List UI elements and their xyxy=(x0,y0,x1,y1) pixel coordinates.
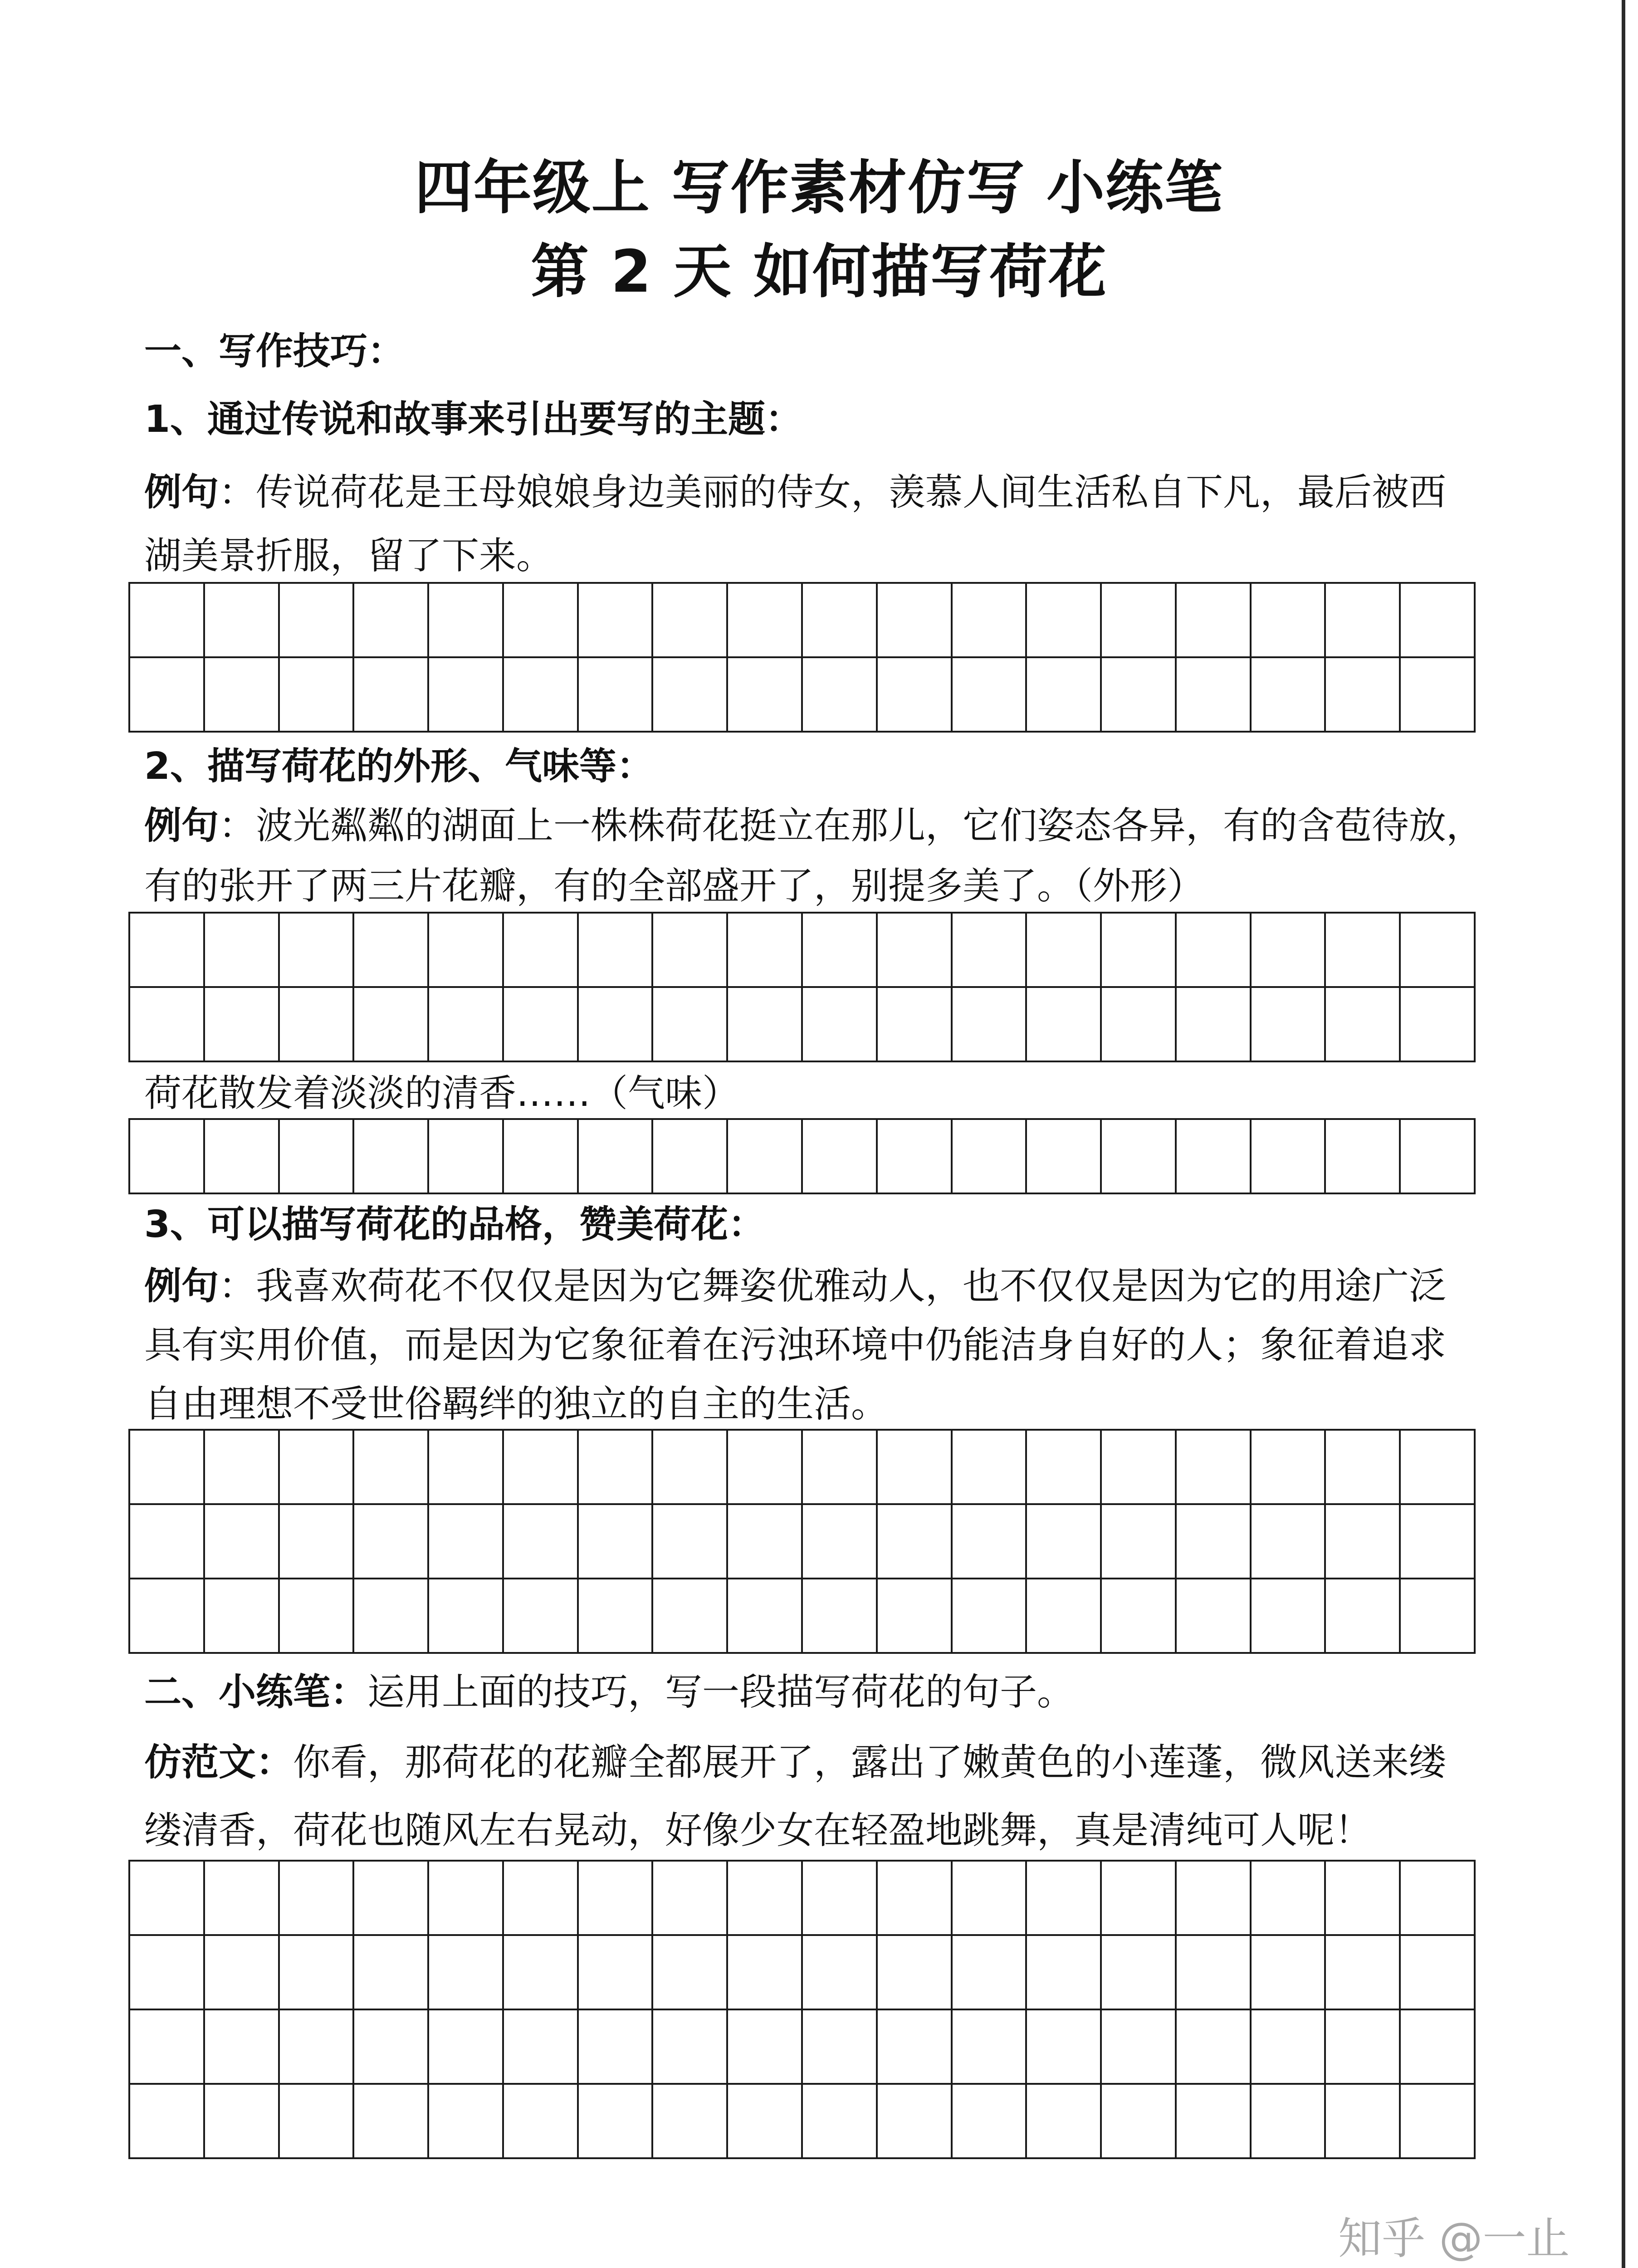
grid-cell[interactable] xyxy=(1102,1579,1177,1654)
grid-cell[interactable] xyxy=(653,1120,728,1194)
grid-cell[interactable] xyxy=(504,1505,579,1579)
grid-cell[interactable] xyxy=(579,2085,654,2159)
grid-cell[interactable] xyxy=(728,1431,803,1505)
grid-cell[interactable] xyxy=(429,2010,504,2085)
grid-cell[interactable] xyxy=(1401,1505,1476,1579)
grid-cell[interactable] xyxy=(1326,1120,1401,1194)
grid-cell[interactable] xyxy=(429,658,504,733)
grid-cell[interactable] xyxy=(878,1431,953,1505)
section-heading-techniques: 一、写作技巧： xyxy=(144,330,405,373)
grid-cell[interactable] xyxy=(130,1431,205,1505)
grid-cell[interactable] xyxy=(1102,914,1177,988)
grid-cell[interactable] xyxy=(1252,1505,1326,1579)
grid-cell[interactable] xyxy=(1177,914,1252,988)
grid-cell[interactable] xyxy=(354,584,429,658)
grid-cell[interactable] xyxy=(953,914,1027,988)
grid-cell[interactable] xyxy=(130,1505,205,1579)
example-3-line-1 xyxy=(144,1256,1446,1316)
grid-cell[interactable] xyxy=(953,2085,1027,2159)
grid-cell[interactable] xyxy=(205,1579,280,1654)
grid-cell[interactable] xyxy=(803,658,878,733)
grid-cell[interactable] xyxy=(803,584,878,658)
grid-cell[interactable] xyxy=(1177,584,1252,658)
example-2-line-1 xyxy=(144,796,1483,856)
grid-cell[interactable] xyxy=(504,1120,579,1194)
grid-cell[interactable] xyxy=(953,2010,1027,2085)
grid-cell[interactable] xyxy=(1326,1936,1401,2010)
grid-cell[interactable] xyxy=(1252,1862,1326,1936)
grid-cell[interactable] xyxy=(504,584,579,658)
grid-cell[interactable] xyxy=(354,1505,429,1579)
grid-cell[interactable] xyxy=(1252,1936,1326,2010)
grid-cell[interactable] xyxy=(1102,1862,1177,1936)
grid-cell[interactable] xyxy=(1102,2085,1177,2159)
grid-cell[interactable] xyxy=(1252,584,1326,658)
grid-cell[interactable] xyxy=(1252,1431,1326,1505)
grid-cell[interactable] xyxy=(1102,584,1177,658)
grid-cell[interactable] xyxy=(504,1936,579,2010)
grid-cell[interactable] xyxy=(1326,2010,1401,2085)
grid-cell[interactable] xyxy=(1027,2085,1102,2159)
grid-cell[interactable] xyxy=(653,2085,728,2159)
grid-cell[interactable] xyxy=(1326,1431,1401,1505)
watermark: 知乎 @一止 xyxy=(1338,2213,1570,2264)
grid-cell[interactable] xyxy=(579,1431,654,1505)
grid-cell[interactable] xyxy=(579,988,654,1062)
grid-cell[interactable] xyxy=(728,2010,803,2085)
grid-cell[interactable] xyxy=(1401,988,1476,1062)
grid-cell[interactable] xyxy=(280,1120,355,1194)
grid-cell[interactable] xyxy=(653,1431,728,1505)
grid-cell[interactable] xyxy=(579,1936,654,2010)
grid-cell[interactable] xyxy=(803,2085,878,2159)
grid-cell[interactable] xyxy=(130,1936,205,2010)
grid-cell[interactable] xyxy=(205,1431,280,1505)
model-label: 仿范文： xyxy=(144,1741,293,1784)
grid-cell[interactable] xyxy=(579,658,654,733)
grid-cell[interactable] xyxy=(205,1120,280,1194)
grid-cell[interactable] xyxy=(205,2085,280,2159)
grid-cell[interactable] xyxy=(1252,2085,1326,2159)
grid-cell[interactable] xyxy=(1177,1431,1252,1505)
grid-cell[interactable] xyxy=(280,1936,355,2010)
grid-cell[interactable] xyxy=(1401,1862,1476,1936)
writing-grid-5[interactable] xyxy=(128,1860,1476,2159)
tip-heading-1: 1、通过传说和故事来引出要写的主题： xyxy=(144,398,803,441)
grid-cell[interactable] xyxy=(953,1120,1027,1194)
grid-cell[interactable] xyxy=(1401,1579,1476,1654)
grid-cell[interactable] xyxy=(1326,584,1401,658)
grid-cell[interactable] xyxy=(504,658,579,733)
grid-cell[interactable] xyxy=(1102,2010,1177,2085)
grid-cell[interactable] xyxy=(354,2085,429,2159)
grid-cell[interactable] xyxy=(1177,1579,1252,1654)
grid-cell[interactable] xyxy=(504,2085,579,2159)
grid-cell[interactable] xyxy=(429,1579,504,1654)
writing-grid-2[interactable] xyxy=(128,912,1476,1062)
grid-cell[interactable] xyxy=(653,1505,728,1579)
example-label: 例句 xyxy=(144,471,219,514)
grid-cell[interactable] xyxy=(354,1862,429,1936)
grid-cell[interactable] xyxy=(1252,2010,1326,2085)
grid-cell[interactable] xyxy=(728,1505,803,1579)
example-3-line-2: 具有实用价值，而是因为它象征着在污浊环境中仍能洁身自好的人；象征着追求 xyxy=(144,1324,1447,1367)
grid-cell[interactable] xyxy=(728,988,803,1062)
grid-cell[interactable] xyxy=(280,988,355,1062)
grid-cell[interactable] xyxy=(130,1862,205,1936)
grid-cell[interactable] xyxy=(579,1120,654,1194)
grid-cell[interactable] xyxy=(953,1862,1027,1936)
example-1-line-1 xyxy=(144,463,1446,523)
grid-cell[interactable] xyxy=(728,914,803,988)
grid-cell[interactable] xyxy=(653,988,728,1062)
grid-cell[interactable] xyxy=(280,658,355,733)
grid-cell[interactable] xyxy=(280,1862,355,1936)
grid-cell[interactable] xyxy=(579,1505,654,1579)
grid-cell[interactable] xyxy=(205,1505,280,1579)
grid-cell[interactable] xyxy=(1401,1431,1476,1505)
section-heading-practice xyxy=(144,1662,1074,1722)
grid-cell[interactable] xyxy=(579,1579,654,1654)
grid-cell[interactable] xyxy=(130,2085,205,2159)
grid-cell[interactable] xyxy=(1177,1120,1252,1194)
grid-cell[interactable] xyxy=(728,658,803,733)
grid-cell[interactable] xyxy=(205,2010,280,2085)
grid-cell[interactable] xyxy=(579,914,654,988)
grid-cell[interactable] xyxy=(1252,988,1326,1062)
grid-cell[interactable] xyxy=(205,914,280,988)
model-text: 你看，那荷花的花瓣全都展开了，露出了嫩黄色的小莲蓬，微风送来缕 xyxy=(293,1741,1447,1784)
grid-cell[interactable] xyxy=(1102,1120,1177,1194)
practice-instruction: 运用上面的技巧，写一段描写荷花的句子。 xyxy=(367,1671,1075,1714)
grid-cell[interactable] xyxy=(354,2010,429,2085)
grid-cell[interactable] xyxy=(1401,2010,1476,2085)
grid-cell[interactable] xyxy=(953,584,1027,658)
grid-cell[interactable] xyxy=(429,1120,504,1194)
grid-cell[interactable] xyxy=(653,584,728,658)
page-edge xyxy=(1622,0,1625,2268)
grid-cell[interactable] xyxy=(878,1862,953,1936)
grid-cell[interactable] xyxy=(354,1431,429,1505)
grid-cell[interactable] xyxy=(1027,1120,1102,1194)
grid-cell[interactable] xyxy=(1326,2085,1401,2159)
grid-cell[interactable] xyxy=(1177,2010,1252,2085)
grid-cell[interactable] xyxy=(504,1431,579,1505)
grid-cell[interactable] xyxy=(280,1505,355,1579)
grid-cell[interactable] xyxy=(504,1862,579,1936)
grid-cell[interactable] xyxy=(504,914,579,988)
grid-cell[interactable] xyxy=(429,914,504,988)
grid-cell[interactable] xyxy=(205,1862,280,1936)
grid-cell[interactable] xyxy=(280,1579,355,1654)
example-label: 例句 xyxy=(144,1265,219,1308)
grid-cell[interactable] xyxy=(504,988,579,1062)
grid-cell[interactable] xyxy=(803,1120,878,1194)
grid-cell[interactable] xyxy=(1401,914,1476,988)
grid-cell[interactable] xyxy=(653,1862,728,1936)
grid-cell[interactable] xyxy=(579,2010,654,2085)
grid-cell[interactable] xyxy=(1326,914,1401,988)
grid-cell[interactable] xyxy=(429,1862,504,1936)
grid-cell[interactable] xyxy=(878,1579,953,1654)
grid-cell[interactable] xyxy=(1326,1505,1401,1579)
grid-cell[interactable] xyxy=(953,1505,1027,1579)
grid-cell[interactable] xyxy=(1027,1505,1102,1579)
grid-cell[interactable] xyxy=(130,584,205,658)
grid-cell[interactable] xyxy=(878,658,953,733)
grid-cell[interactable] xyxy=(205,988,280,1062)
grid-cell[interactable] xyxy=(280,2085,355,2159)
writing-grid-3[interactable] xyxy=(128,1118,1476,1194)
grid-cell[interactable] xyxy=(354,1579,429,1654)
grid-cell[interactable] xyxy=(1027,1431,1102,1505)
grid-cell[interactable] xyxy=(130,988,205,1062)
grid-cell[interactable] xyxy=(280,1431,355,1505)
grid-cell[interactable] xyxy=(1401,1936,1476,2010)
grid-cell[interactable] xyxy=(878,914,953,988)
grid-cell[interactable] xyxy=(653,1936,728,2010)
grid-cell[interactable] xyxy=(878,2085,953,2159)
grid-cell[interactable] xyxy=(1252,914,1326,988)
example-text: ：我喜欢荷花不仅仅是因为它舞姿优雅动人，也不仅仅是因为它的用途广泛 xyxy=(219,1265,1447,1308)
grid-cell[interactable] xyxy=(354,658,429,733)
grid-cell[interactable] xyxy=(130,2010,205,2085)
grid-cell[interactable] xyxy=(803,1862,878,1936)
grid-cell[interactable] xyxy=(1027,1862,1102,1936)
grid-cell[interactable] xyxy=(1326,1862,1401,1936)
grid-cell[interactable] xyxy=(429,1431,504,1505)
grid-cell[interactable] xyxy=(130,914,205,988)
grid-cell[interactable] xyxy=(1326,1579,1401,1654)
grid-cell[interactable] xyxy=(429,1936,504,2010)
grid-cell[interactable] xyxy=(953,988,1027,1062)
grid-cell[interactable] xyxy=(803,1936,878,2010)
grid-cell[interactable] xyxy=(1102,1505,1177,1579)
grid-cell[interactable] xyxy=(1177,658,1252,733)
grid-cell[interactable] xyxy=(130,658,205,733)
tip-heading-2: 2、描写荷花的外形、气味等： xyxy=(144,745,654,788)
grid-cell[interactable] xyxy=(1177,1505,1252,1579)
grid-cell[interactable] xyxy=(1401,2085,1476,2159)
grid-cell[interactable] xyxy=(504,1579,579,1654)
grid-cell[interactable] xyxy=(504,2010,579,2085)
example-2-line-2: 有的张开了两三片花瓣，有的全部盛开了，别提多美了。（外形） xyxy=(144,865,1205,908)
grid-cell[interactable] xyxy=(1252,1120,1326,1194)
grid-cell[interactable] xyxy=(1102,1431,1177,1505)
grid-cell[interactable] xyxy=(1326,658,1401,733)
grid-cell[interactable] xyxy=(1177,1862,1252,1936)
grid-cell[interactable] xyxy=(1401,658,1476,733)
grid-cell[interactable] xyxy=(354,988,429,1062)
grid-cell[interactable] xyxy=(429,584,504,658)
grid-cell[interactable] xyxy=(1027,1579,1102,1654)
grid-cell[interactable] xyxy=(130,1120,205,1194)
grid-cell[interactable] xyxy=(579,584,654,658)
grid-cell[interactable] xyxy=(1027,988,1102,1062)
grid-cell[interactable] xyxy=(205,1936,280,2010)
grid-cell[interactable] xyxy=(953,1431,1027,1505)
grid-cell[interactable] xyxy=(728,1862,803,1936)
grid-cell[interactable] xyxy=(1102,988,1177,1062)
grid-cell[interactable] xyxy=(354,1120,429,1194)
writing-grid-4[interactable] xyxy=(128,1429,1476,1654)
grid-cell[interactable] xyxy=(878,1936,953,2010)
model-line-2: 缕清香，荷花也随风左右晃动，好像少女在轻盈地跳舞，真是清纯可人呢！ xyxy=(144,1809,1372,1852)
grid-cell[interactable] xyxy=(1102,1936,1177,2010)
grid-cell[interactable] xyxy=(878,584,953,658)
grid-cell[interactable] xyxy=(1027,1936,1102,2010)
grid-cell[interactable] xyxy=(653,1579,728,1654)
example-text: ：波光粼粼的湖面上一株株荷花挺立在那儿，它们姿态各异，有的含苞待放， xyxy=(219,804,1484,847)
grid-cell[interactable] xyxy=(803,914,878,988)
grid-cell[interactable] xyxy=(130,1579,205,1654)
grid-cell[interactable] xyxy=(653,914,728,988)
grid-cell[interactable] xyxy=(1401,584,1476,658)
grid-cell[interactable] xyxy=(1252,1579,1326,1654)
grid-cell[interactable] xyxy=(1252,658,1326,733)
model-line-1 xyxy=(144,1733,1446,1793)
grid-cell[interactable] xyxy=(354,1936,429,2010)
grid-cell[interactable] xyxy=(953,658,1027,733)
grid-cell[interactable] xyxy=(653,2010,728,2085)
grid-cell[interactable] xyxy=(878,1505,953,1579)
grid-cell[interactable] xyxy=(953,1579,1027,1654)
grid-cell[interactable] xyxy=(728,2085,803,2159)
grid-cell[interactable] xyxy=(579,1862,654,1936)
worksheet-subtitle: 第 2 天 如何描写荷花 xyxy=(531,238,1107,306)
example-2-smell: 荷花散发着淡淡的清香……（气味） xyxy=(144,1072,740,1115)
grid-cell[interactable] xyxy=(1027,658,1102,733)
grid-cell[interactable] xyxy=(354,914,429,988)
grid-cell[interactable] xyxy=(1177,988,1252,1062)
grid-cell[interactable] xyxy=(803,2010,878,2085)
grid-cell[interactable] xyxy=(728,1579,803,1654)
grid-cell[interactable] xyxy=(1177,2085,1252,2159)
grid-cell[interactable] xyxy=(878,2010,953,2085)
grid-cell[interactable] xyxy=(803,1431,878,1505)
grid-cell[interactable] xyxy=(1027,914,1102,988)
grid-cell[interactable] xyxy=(653,658,728,733)
grid-cell[interactable] xyxy=(878,1120,953,1194)
grid-cell[interactable] xyxy=(728,584,803,658)
grid-cell[interactable] xyxy=(878,988,953,1062)
grid-cell[interactable] xyxy=(953,1936,1027,2010)
grid-cell[interactable] xyxy=(429,1505,504,1579)
grid-cell[interactable] xyxy=(1326,988,1401,1062)
tip-heading-3: 3、可以描写荷花的品格，赞美荷花： xyxy=(144,1203,766,1246)
grid-cell[interactable] xyxy=(205,658,280,733)
grid-cell[interactable] xyxy=(205,584,280,658)
grid-cell[interactable] xyxy=(1177,1936,1252,2010)
grid-cell[interactable] xyxy=(280,584,355,658)
worksheet-title: 四年级上 写作素材仿写 小练笔 xyxy=(414,154,1224,222)
grid-cell[interactable] xyxy=(1027,584,1102,658)
grid-cell[interactable] xyxy=(1401,1120,1476,1194)
section-label: 二、小练笔： xyxy=(144,1671,368,1714)
example-text: ：传说荷花是王母娘娘身边美丽的侍女，羡慕人间生活私自下凡，最后被西 xyxy=(219,471,1447,514)
example-label: 例句 xyxy=(144,804,219,847)
grid-cell[interactable] xyxy=(1027,2010,1102,2085)
grid-cell[interactable] xyxy=(429,2085,504,2159)
grid-cell[interactable] xyxy=(1102,658,1177,733)
grid-cell[interactable] xyxy=(429,988,504,1062)
grid-cell[interactable] xyxy=(803,1505,878,1579)
grid-cell[interactable] xyxy=(728,1120,803,1194)
grid-cell[interactable] xyxy=(280,914,355,988)
example-3-line-3: 自由理想不受世俗羁绊的独立的自主的生活。 xyxy=(144,1383,889,1426)
example-1-line-2: 湖美景折服，留了下来。 xyxy=(144,534,554,577)
grid-cell[interactable] xyxy=(803,988,878,1062)
grid-cell[interactable] xyxy=(728,1936,803,2010)
writing-grid-1[interactable] xyxy=(128,582,1476,733)
grid-cell[interactable] xyxy=(803,1579,878,1654)
grid-cell[interactable] xyxy=(280,2010,355,2085)
